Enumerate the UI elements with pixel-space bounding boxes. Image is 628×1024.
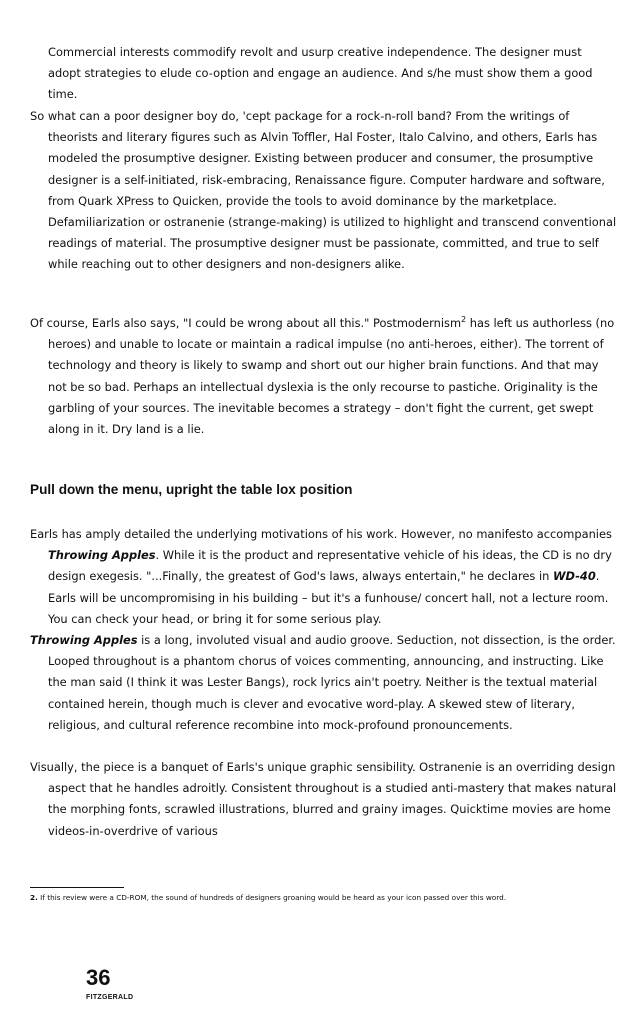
paragraph-visually: Visually, the piece is a banquet of Earls's unique graphic sensibility. Ostranenie is an overriding design aspect that he handles adroitly. Consistent throughout is a studied anti-mastery that makes natural the morphing fonts, scrawled illustrations, blurred and grainy images. Quicktime movies are home videos-in-overdrive of various (30, 760, 617, 838)
album-title: Throwing Apples (30, 633, 138, 647)
footnote-marker: 2 (461, 315, 467, 325)
paragraph-text: has left us authorless (no heroes) and unable to locate or maintain a radical impulse (no anti-heroes, either). The torrent of technology and theory is likely to swamp and short out our higher brain functions. And that may not be so bad. Perhaps an intellectual dyslexia is the only recourse to pastiche. Originality is the garbling of your sources. The inevitable becomes a strategy – don't fight the current, get swept along in it. Dry land is a lie. (48, 316, 615, 437)
paragraph-throwing-apples (30, 630, 618, 736)
paragraph-motivations (30, 524, 618, 630)
publication-title: WD-40 (552, 569, 596, 584)
paragraph-postmodernism (30, 313, 618, 440)
section-heading: Pull down the menu, upright the table lox position (30, 482, 353, 497)
paragraph-text: . While it is the product and representative vehicle of his ideas, the CD is no dry design exegesis. "...Finally, the greatest of God's laws, always entertain," he declares in (48, 548, 612, 584)
footnote-divider (30, 887, 124, 888)
paragraph-text: . Earls will be uncompromising in his building – but it's a funhouse/ concert hall, not a lecture room. You can check your head, or bring it for some serious play. (48, 569, 609, 626)
page-number: 36 (86, 965, 111, 990)
paragraph-commercial-interests: Commercial interests commodify revolt and usurp creative independence. The designer must adopt strategies to elude co-option and engage an audience. And s/he must show them a good time. (48, 45, 593, 102)
footnote-text: If this review were a CD-ROM, the sound of hundreds of designers groaning would be heard as your icon passed over this word. (37, 893, 507, 902)
footnote-number: 2. (30, 893, 38, 902)
paragraph-prosumptive-designer: So what can a poor designer boy do, 'cept package for a rock-n-roll band? From the writings of theorists and literary figures such as Alvin Toffler, Hal Foster, Italo Calvino, and others, Earls has modeled the prosumptive designer. Existing between producer and consumer, the prosumptive designer is a self-initiated, risk-embracing, Renaissance figure. Computer hardware and software, from Quark XPress to Quicken, provide the tools to avoid dominance by the marketplace. Defamiliarization or ostranenie (strange-making) is utilized to highlight and transcend conventional readings of material. The prosumptive designer must be passionate, committed, and true to self while reaching out to other designers and non-designers alike. (30, 109, 617, 272)
paragraph-text: is a long, involuted visual and audio groove. Seduction, not dissection, is the order. Looped throughout is a phantom chorus of voices commenting, announcing, and instructing. Like the man said (I think it was Lester Bangs), rock lyrics ain't poetry. Neither is the textual material contained herein, though much is clever and evocative word-play. A skewed stew of literary, religious, and cultural reference recombine into mock-profound pronouncements. (48, 633, 616, 732)
paragraph-text: Of course, Earls also says, "I could be wrong about all this." Postmodernism (30, 316, 462, 330)
paragraph-text: Earls has amply detailed the underlying motivations of his work. However, no manifesto accompanies (30, 527, 612, 541)
author-name: FITZGERALD (86, 994, 134, 1001)
album-title: Throwing Apples (48, 548, 156, 563)
footnote (30, 891, 590, 904)
